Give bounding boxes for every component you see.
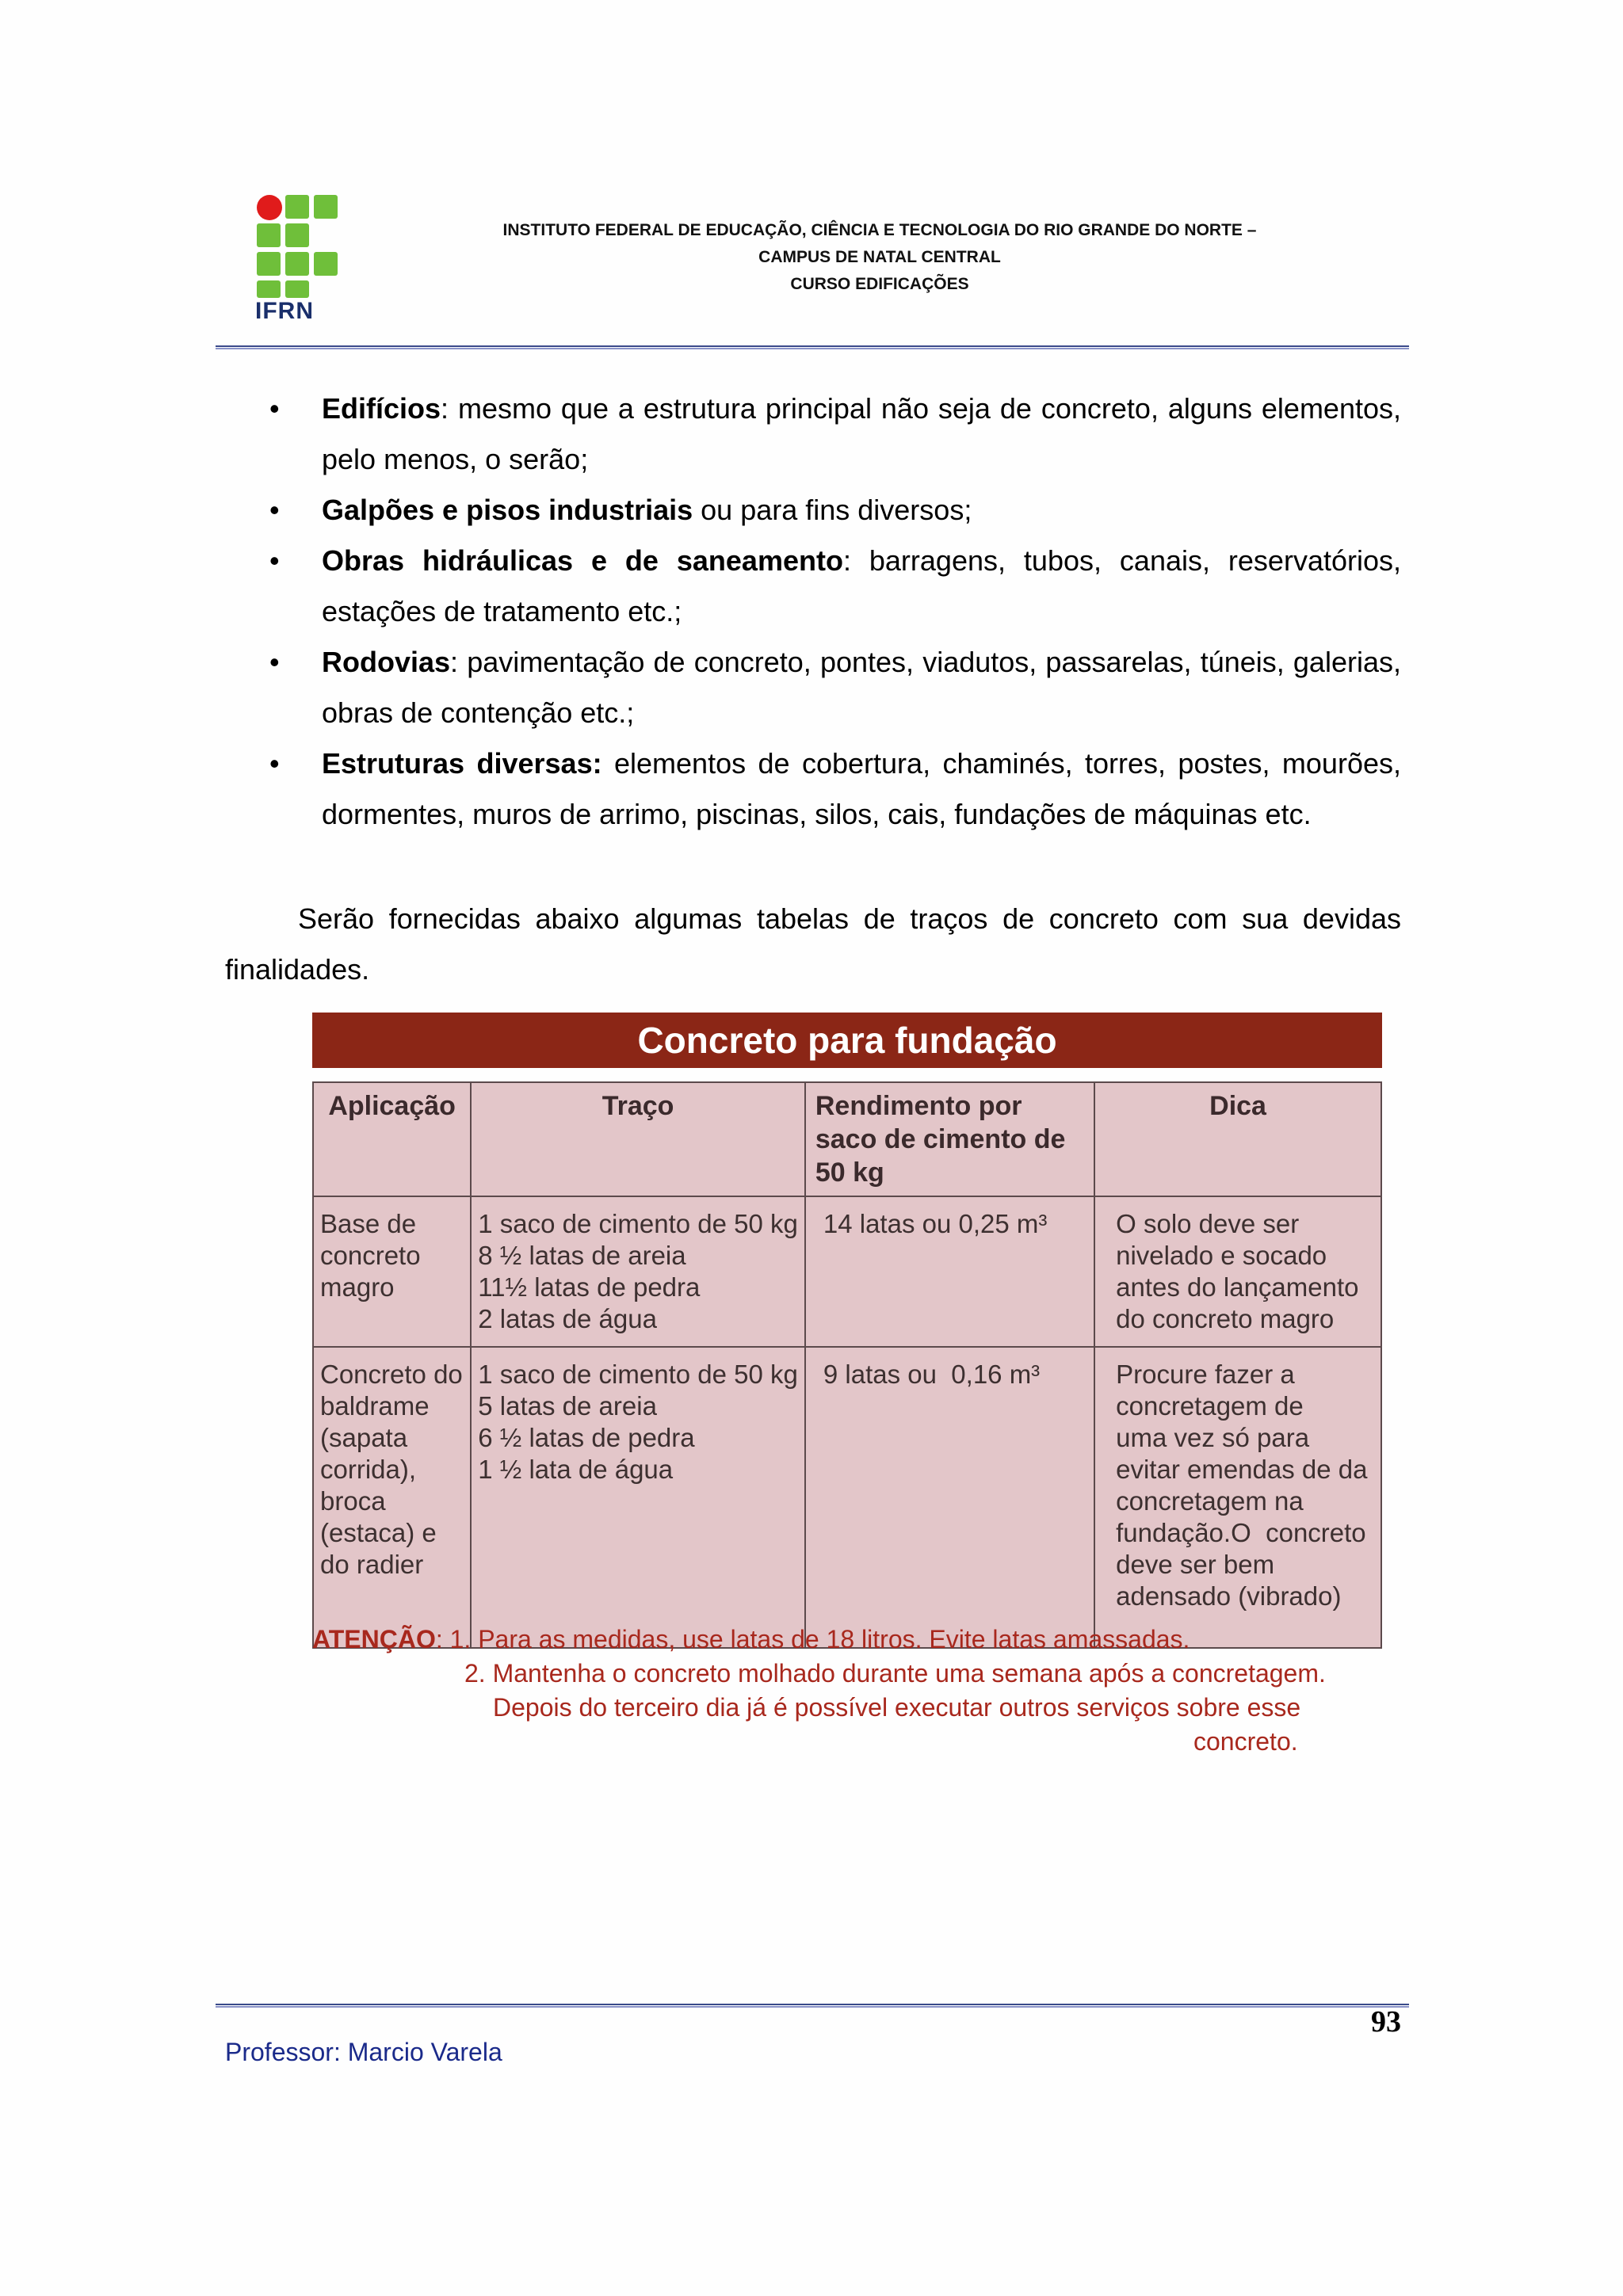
- ifrn-logo: [254, 192, 341, 326]
- cell-line: 1 saco de cimento de 50 kg: [478, 1360, 798, 1389]
- table-row: [313, 1347, 1381, 1648]
- cell-traco: [471, 1347, 805, 1648]
- cell-line: uma vez só para: [1116, 1423, 1310, 1452]
- logo-square: [257, 252, 281, 276]
- cell-line: 8 ½ latas de areia: [478, 1241, 686, 1270]
- page-number: 93: [1371, 2005, 1401, 2039]
- cell-traco: [471, 1196, 805, 1347]
- list-item-term: Obras hidráulicas e de saneamento: [322, 544, 843, 577]
- table-row: [313, 1196, 1381, 1347]
- cell-line: do concreto magro: [1116, 1304, 1335, 1333]
- list-item: [269, 383, 1401, 485]
- cell-line: (estaca) e: [320, 1518, 437, 1547]
- table-header-row: [313, 1082, 1381, 1196]
- figure-title: Concreto para fundação: [312, 1013, 1382, 1068]
- list-item-term: Galpões e pisos industriais: [322, 494, 693, 526]
- list-item: [269, 738, 1401, 840]
- cell-line: evitar emendas de da: [1116, 1455, 1368, 1484]
- attention-label: ATENÇÃO: [312, 1625, 436, 1653]
- cell-line: 5 latas de areia: [478, 1391, 657, 1421]
- list-item: [269, 637, 1401, 738]
- logo-square: [285, 252, 309, 276]
- institution-line: CURSO EDIFICAÇÕES: [790, 275, 969, 293]
- cell-dica: [1094, 1196, 1381, 1347]
- cell-line: Concreto do: [320, 1360, 463, 1389]
- intro-paragraph: Serão fornecidas abaixo algumas tabelas de traços de concreto com sua devidas finalidades.: [225, 902, 1401, 986]
- list-item-text: ou para fins diversos;: [693, 494, 972, 526]
- cell-line: O solo deve ser: [1116, 1209, 1300, 1238]
- list-item-term: Edifícios: [322, 392, 441, 425]
- professor-credit: Professor: Marcio Varela: [225, 2038, 502, 2066]
- cell-line: 1 ½ lata de água: [478, 1455, 674, 1484]
- list-item: [269, 485, 1401, 536]
- cell-line: antes do lançamento: [1116, 1272, 1359, 1302]
- header-divider: [216, 345, 1409, 349]
- logo-square: [257, 223, 281, 247]
- list-item-text: : pavimentação de concreto, pontes, viadutos, passarelas, túneis, galerias, obras de contenção etc.;: [322, 646, 1401, 729]
- application-list: [269, 383, 1401, 840]
- institution-header: [444, 217, 1316, 298]
- logo-red-dot: [257, 195, 282, 220]
- concrete-recipe-table: [312, 1081, 1382, 1649]
- logo-square: [314, 195, 338, 219]
- cell-rendimento: [805, 1347, 1094, 1648]
- attention-line: concreto.: [1193, 1727, 1298, 1756]
- cell-line: nivelado e socado: [1116, 1241, 1327, 1270]
- attention-line: Depois do terceiro dia já é possível executar outros serviços sobre esse: [493, 1693, 1301, 1722]
- list-item-text: elementos de cobertura, chaminés, torres, postes, mourões, dormentes, muros de arrimo, piscinas, silos, cais, fundações de máquinas etc.: [322, 747, 1401, 830]
- list-item-term: Rodovias: [322, 646, 451, 678]
- cell-line: concretagem de: [1116, 1391, 1304, 1421]
- cell-line: (sapata: [320, 1423, 408, 1452]
- cell-line: adensado (vibrado): [1116, 1581, 1342, 1611]
- cell-line: 6 ½ latas de pedra: [478, 1423, 695, 1452]
- column-header-rendimento: Rendimento por saco de cimento de 50 kg: [805, 1082, 1094, 1196]
- cell-line: Base de: [320, 1209, 417, 1238]
- cell-line: concreto: [320, 1241, 421, 1270]
- logo-text: IFRN: [255, 298, 314, 324]
- institution-line: INSTITUTO FEDERAL DE EDUCAÇÃO, CIÊNCIA E TECNOLOGIA DO RIO GRANDE DO NORTE –: [502, 221, 1257, 239]
- cell-line: fundação.O concreto: [1116, 1518, 1366, 1547]
- list-item-term: Estruturas diversas:: [322, 747, 602, 780]
- list-item: [269, 536, 1401, 637]
- cell-line: 11½ latas de pedra: [478, 1272, 701, 1302]
- logo-square: [314, 252, 338, 276]
- logo-square: [285, 195, 309, 219]
- attention-line: [312, 1623, 1390, 1657]
- cell-dica: [1094, 1347, 1381, 1648]
- column-header-traco: Traço: [471, 1082, 805, 1196]
- cell-line: deve ser bem: [1116, 1550, 1275, 1579]
- cell-line: Procure fazer a: [1116, 1360, 1295, 1389]
- institution-line: CAMPUS DE NATAL CENTRAL: [758, 248, 1001, 266]
- cell-line: baldrame: [320, 1391, 430, 1421]
- cell-line: 14 latas ou 0,25 m³: [823, 1209, 1048, 1238]
- logo-square: [257, 280, 281, 298]
- attention-line: 2. Mantenha o concreto molhado durante uma semana após a concretagem.: [464, 1659, 1326, 1688]
- cell-line: broca: [320, 1486, 386, 1516]
- list-item-text: : barragens, tubos, canais, reservatórios, estações de tratamento etc.;: [322, 544, 1401, 627]
- attention-note: [312, 1623, 1390, 1759]
- logo-square: [285, 223, 309, 247]
- logo-square: [285, 280, 309, 298]
- cell-aplicacao: [313, 1347, 471, 1648]
- footer-divider: [216, 2004, 1409, 2008]
- cell-line: concretagem na: [1116, 1486, 1304, 1516]
- cell-line: corrida),: [320, 1455, 417, 1484]
- attention-text: : 1. Para as medidas, use latas de 18 litros. Evite latas amassadas.: [435, 1625, 1190, 1653]
- list-item-text: : mesmo que a estrutura principal não seja de concreto, alguns elementos, pelo menos, o serão;: [322, 392, 1401, 475]
- cell-line: 2 latas de água: [478, 1304, 657, 1333]
- cell-line: 1 saco de cimento de 50 kg: [478, 1209, 798, 1238]
- column-header-aplicacao: Aplicação: [313, 1082, 471, 1196]
- cell-line: 9 latas ou 0,16 m³: [823, 1360, 1041, 1389]
- cell-line: magro: [320, 1272, 395, 1302]
- cell-aplicacao: [313, 1196, 471, 1347]
- cell-rendimento: [805, 1196, 1094, 1347]
- cell-line: do radier: [320, 1550, 424, 1579]
- column-header-dica: Dica: [1094, 1082, 1381, 1196]
